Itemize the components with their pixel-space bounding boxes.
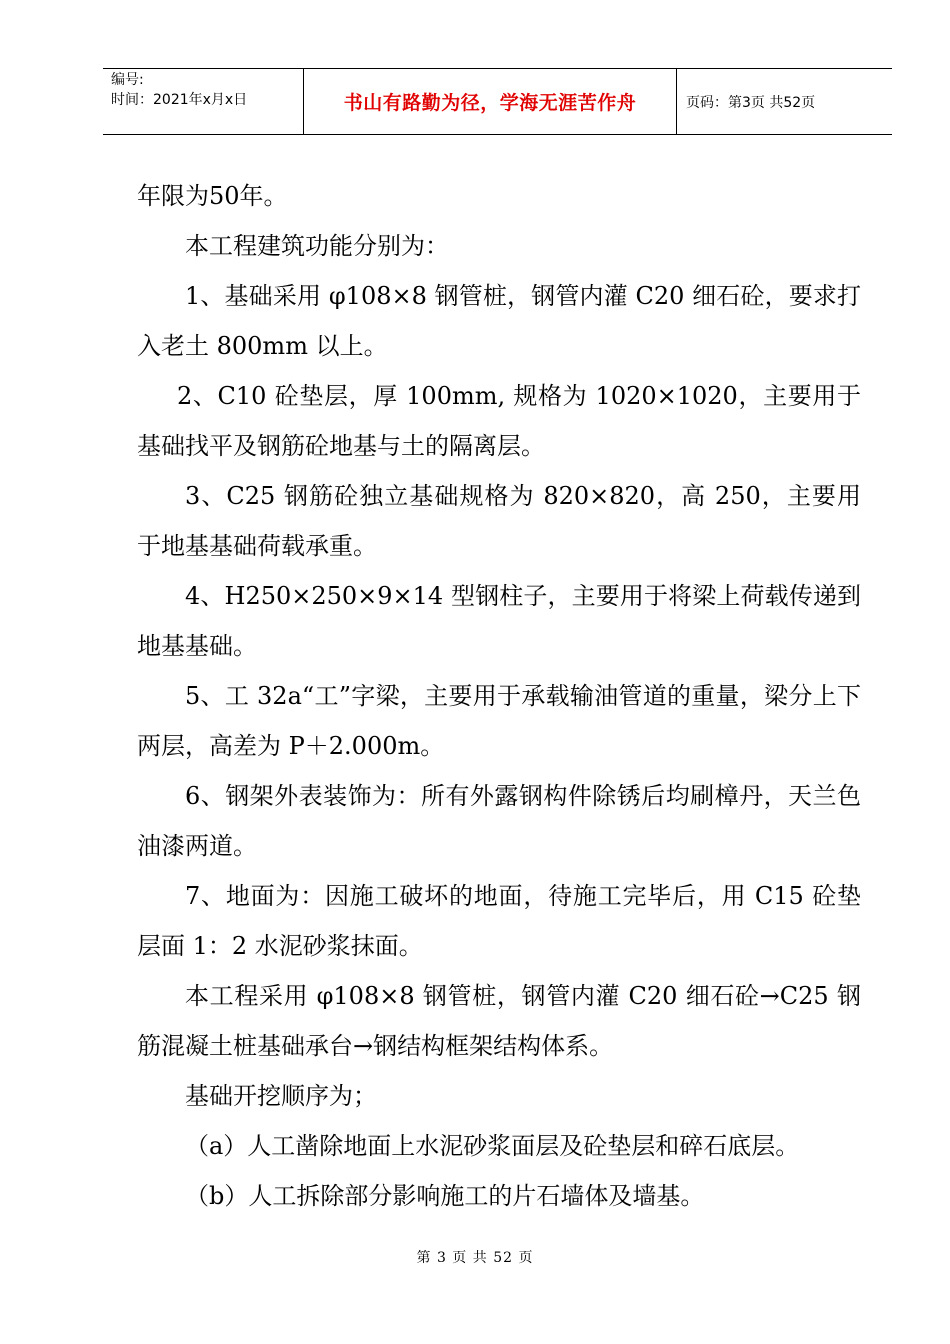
header-page-cell [677, 69, 892, 134]
header-page-code: 页码：第3页 共52页 [686, 94, 816, 111]
paragraph: 7、地面为：因施工破坏的地面，待施工完毕后，用 C15 砼垫层面 1：2 水泥砂浆抹面。 [137, 882, 861, 960]
document-body [137, 171, 861, 1221]
header-motto: 书山有路勤为径，学海无涯苦作舟 [343, 92, 637, 114]
paragraph: （b）人工拆除部分影响施工的片石墙体及墙基。 [185, 1182, 705, 1210]
paragraph: 本工程采用 φ108×8 钢管桩，钢管内灌 C20 细石砼→C25 钢筋混凝土桩基础承台→钢结构框架结构体系。 [137, 982, 861, 1060]
document-time-label: 时间：2021年x月x日 [111, 92, 248, 108]
paragraph: 2、C10 砼垫层，厚 100mm, 规格为 1020×1020，主要用于基础找平及钢筋砼地基与土的隔离层。 [137, 382, 861, 460]
paragraph: 1、基础采用 φ108×8 钢管桩，钢管内灌 C20 细石砼，要求打入老土 800mm 以上。 [137, 282, 861, 360]
page-footer: 第 3 页 共 52 页 [416, 1250, 534, 1266]
paragraph: 6、钢架外表装饰为：所有外露钢构件除锈后均刷樟丹，天兰色油漆两道。 [137, 782, 861, 860]
page-header [103, 68, 892, 135]
header-meta [103, 69, 303, 134]
header-motto-cell [303, 69, 677, 134]
paragraph: 4、H250×250×9×14 型钢柱子，主要用于将梁上荷载传递到地基基础。 [137, 582, 861, 660]
paragraph: 基础开挖顺序为； [185, 1082, 377, 1110]
paragraph: 3、C25 钢筋砼独立基础规格为 820×820，高 250，主要用于地基基础荷载承重。 [137, 482, 861, 560]
paragraph: 本工程建筑功能分别为： [185, 232, 449, 260]
document-number-label: 编号: [111, 72, 144, 88]
paragraph: 5、工 32a“工”字梁，主要用于承载输油管道的重量，梁分上下两层，高差为 P＋2.000m。 [137, 682, 861, 760]
paragraph: （a）人工凿除地面上水泥砂浆面层及砼垫层和碎石底层。 [185, 1132, 800, 1160]
paragraph: 年限为50年。 [137, 182, 288, 210]
